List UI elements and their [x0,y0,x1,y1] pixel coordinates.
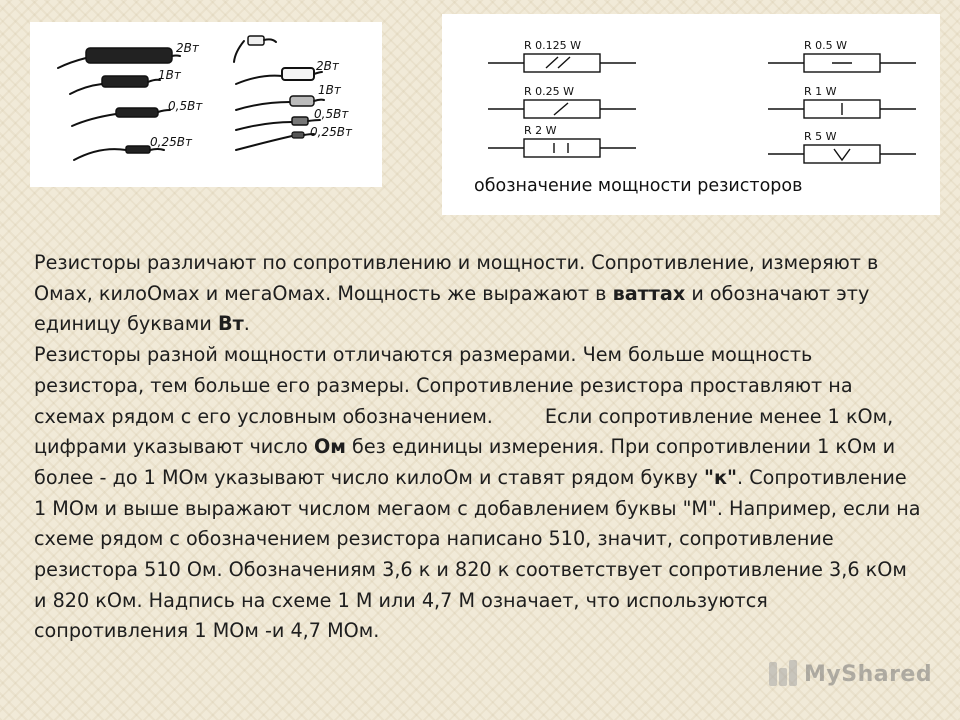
symbol-label-2w: R 2 W [524,124,557,137]
paragraph-1: Резисторы различают по сопротивлению и мощности. Сопротивление, измеряют в Омах, килоОмах и мегаОмах. Мощность же выражают в ваттах и обозначают эту единицу буквами Вт. [34,251,879,336]
label-2w-right: 2Вт [316,59,339,73]
symbol-label-0-5w: R 0.5 W [804,39,848,52]
symbol-label-1w: R 1 W [804,85,837,98]
paragraph-2: Резисторы разной мощности отличаются размерами. Чем больше мощность резистора, тем больше его размеры. Сопротивление резистора проставляют на схемах рядом с его условным обозначением. Если сопротивление менее 1 кОм, цифрами указывают число Ом без единицы измерения. При сопротивлении 1 кОм и более - до 1 МОм указывают число килоОм и ставят рядом букву "к". Сопротивление 1 МОм и выше выражают числом мегаом с добавлением буквы "М". Например, если на схеме рядом с обозначением резистора написано 510, значит, сопротивление резистора 510 Ом. Обозначениям 3,6 к и 820 к соответствует сопротивление 3,6 кОм и 820 кОм. Надпись на схеме 1 М или 4,7 М означает, что используются сопротивления 1 МОм -и 4,7 МОм. [34,343,921,643]
label-0-25w: 0,25Вт [150,135,192,149]
bold-watts: ваттах [612,281,686,305]
myshared-logo-icon [768,659,798,689]
bold-k: "к" [703,465,738,489]
label-0-25w-right: 0,25Вт [310,125,352,139]
label-0-5w: 0,5Вт [168,99,203,113]
figure-caption: обозначение мощности резисторов [474,176,803,196]
symbol-label-0-25w: R 0.25 W [524,85,575,98]
body-text [34,248,924,647]
resistor-power-symbols-figure [442,14,940,215]
label-0-5w-right: 0,5Вт [314,107,349,121]
resistor-2w-body [86,48,172,63]
watermark-text: MyShared [804,661,933,687]
resistor-sizes-figure [30,22,382,187]
label-1w-right: 1Вт [318,83,341,97]
myshared-watermark [768,656,932,692]
resistor-symbols-drawing [442,14,940,215]
resistor-sizes-drawing [30,22,382,187]
bold-om: Ом [313,435,346,459]
bold-vt: Вт [217,312,244,336]
label-2w: 2Вт [176,41,199,55]
symbol-label-5w: R 5 W [804,130,837,143]
symbol-label-0-125w: R 0.125 W [524,39,582,52]
label-1w: 1Вт [158,68,181,82]
